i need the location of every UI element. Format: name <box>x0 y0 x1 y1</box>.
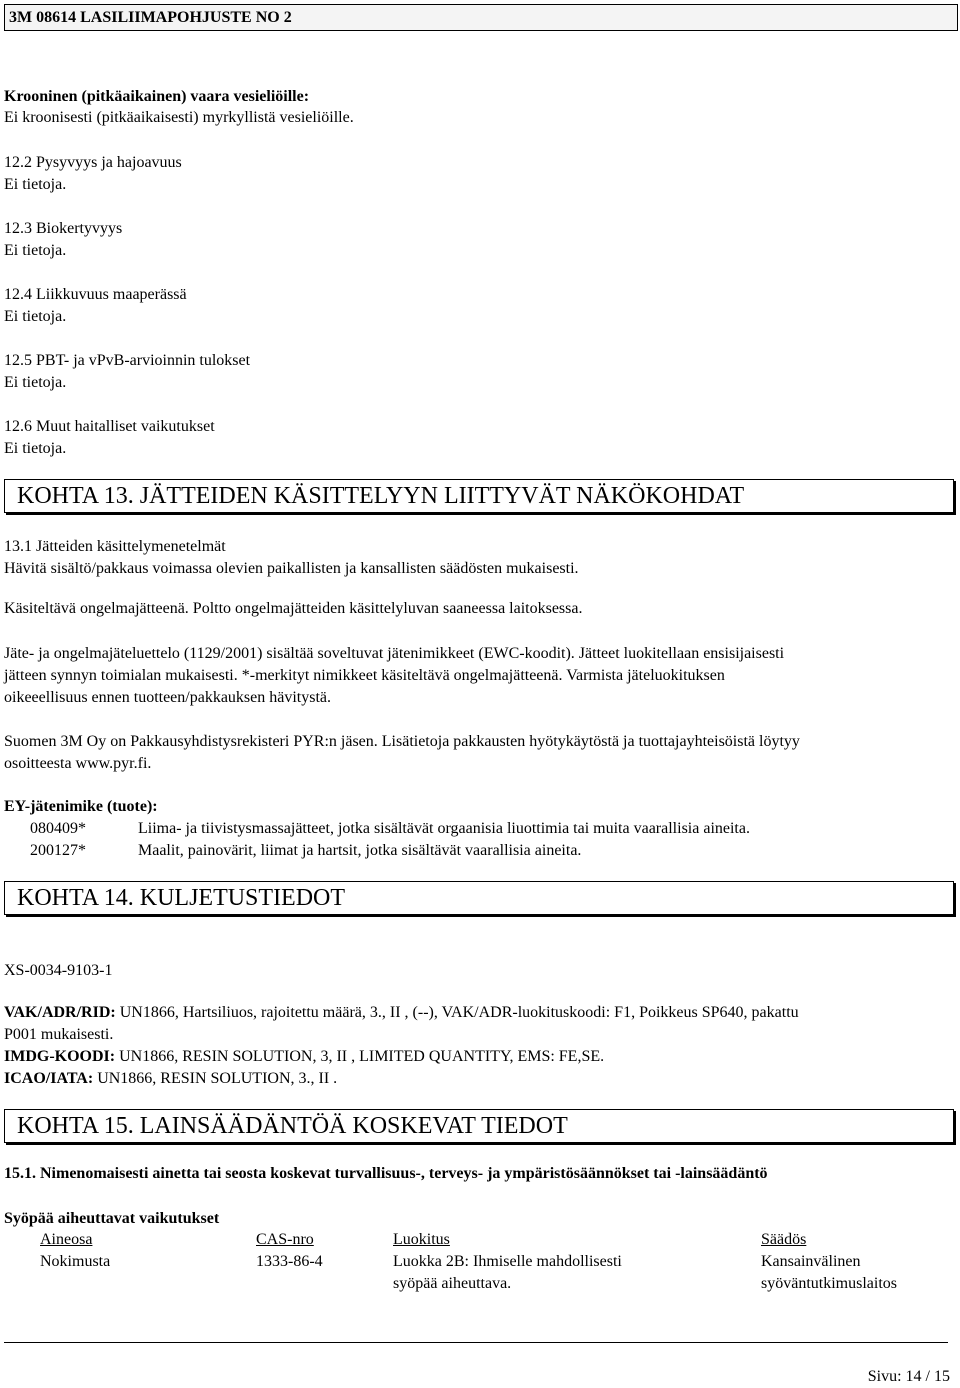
ewc-code: 080409* <box>30 820 86 837</box>
disposal-paragraph: Käsiteltävä ongelmajätteenä. Poltto ongelmajätteiden käsittelyluvan saaneessa laitoksessa. <box>4 600 583 617</box>
vak-adr-rid-line <box>4 1002 799 1024</box>
subsection-12-6-title: 12.6 Muut haitalliset vaikutukset <box>4 418 215 435</box>
icao-line <box>4 1068 337 1090</box>
table-cell-aineosa: Nokimusta <box>40 1253 111 1270</box>
icao-text: UN1866, RESIN SOLUTION, 3., II . <box>93 1070 338 1087</box>
imdg-text: UN1866, RESIN SOLUTION, 3, II , LIMITED QUANTITY, EMS: FE,SE. <box>115 1048 605 1065</box>
subsection-12-5-title: 12.5 PBT- ja vPvB-arvioinnin tulokset <box>4 352 251 369</box>
section-13-heading-box <box>4 479 954 513</box>
section-14-heading: KOHTA 14. KULJETUSTIEDOT <box>17 885 346 911</box>
subsection-13-1-text: Hävitä sisältö/pakkaus voimassa olevien paikallisten ja kansallisten säädösten mukaisesti. <box>4 560 579 577</box>
chronic-hazard-title: Krooninen (pitkäaikainen) vaara vesieliöille: <box>4 88 310 105</box>
vak-adr-rid-label: VAK/ADR/RID: <box>4 1004 116 1021</box>
ewc-code: 200127* <box>30 842 86 859</box>
waste-list-line-1: Jäte- ja ongelmajäteluettelo (1129/2001) sisältää soveltuvat jätenimikkeet (EWC-koodit). Jätteet luokitellaan ensisijaisesti <box>4 645 785 662</box>
imdg-line <box>4 1046 604 1068</box>
table-cell-saados-line-1: Kansainvälinen <box>761 1253 861 1270</box>
page-number: Sivu: 14 / 15 <box>867 1368 950 1385</box>
subsection-12-2-title: 12.2 Pysyvyys ja hajoavuus <box>4 154 182 171</box>
document-header <box>4 4 958 31</box>
subsection-12-3-title: 12.3 Biokertyvyys <box>4 220 123 237</box>
imdg-label: IMDG-KOODI: <box>4 1048 116 1065</box>
pyr-line-1: Suomen 3M Oy on Pakkausyhdistysrekisteri PYR:n jäsen. Lisätietoja pakkausten hyötykäytöstä ja tuottajayhteisöistä löytyy <box>4 733 800 750</box>
subsection-13-1-title: 13.1 Jätteiden käsittelymenetelmät <box>4 538 226 555</box>
subsection-12-4-text: Ei tietoja. <box>4 308 67 325</box>
carcinogenic-effects-title: Syöpää aiheuttavat vaikutukset <box>4 1210 220 1227</box>
footer-rule <box>4 1342 948 1343</box>
ewc-description: Maalit, painovärit, liimat ja hartsit, jotka sisältävät vaarallisia aineita. <box>138 842 582 859</box>
document-code: XS-0034-9103-1 <box>4 962 113 979</box>
table-header-cas: CAS-nro <box>256 1231 314 1248</box>
ewc-title: EY-jätenimike (tuote): <box>4 798 158 815</box>
section-15-heading: KOHTA 15. LAINSÄÄDÄNTÖÄ KOSKEVAT TIEDOT <box>17 1113 568 1139</box>
subsection-12-4-title: 12.4 Liikkuvuus maaperässä <box>4 286 187 303</box>
subsection-12-2-text: Ei tietoja. <box>4 176 67 193</box>
table-cell-luokitus-line-2: syöpää aiheuttava. <box>393 1275 512 1292</box>
ewc-description: Liima- ja tiivistysmassajätteet, jotka sisältävät orgaanisia liuottimia tai muita vaarallisia aineita. <box>138 820 750 837</box>
subsection-15-1-title: 15.1. Nimenomaisesti ainetta tai seosta koskevat turvallisuus-, terveys- ja ympäristösäännökset tai -lainsäädäntö <box>4 1165 768 1182</box>
table-header-aineosa: Aineosa <box>40 1231 93 1248</box>
waste-list-line-3: oikeeellisuus ennen tuotteen/pakkauksen hävitystä. <box>4 689 332 706</box>
subsection-12-6-text: Ei tietoja. <box>4 440 67 457</box>
section-15-heading-box <box>4 1109 954 1143</box>
document-title: 3M 08614 LASILIIMAPOHJUSTE NO 2 <box>9 9 292 26</box>
icao-label: ICAO/IATA: <box>4 1070 94 1087</box>
table-cell-saados-line-2: syöväntutkimuslaitos <box>761 1275 897 1292</box>
vak-adr-rid-continuation: P001 mukaisesti. <box>4 1026 114 1043</box>
table-header-luokitus: Luokitus <box>393 1231 450 1248</box>
table-cell-luokitus-line-1: Luokka 2B: Ihmiselle mahdollisesti <box>393 1253 622 1270</box>
subsection-12-3-text: Ei tietoja. <box>4 242 67 259</box>
waste-list-line-2: jätteen synnyn toimialan mukaisesti. *-merkityt nimikkeet käsiteltävä ongelmajätteenä. Varmista jäteluokituksen <box>4 667 725 684</box>
table-header-saados: Säädös <box>761 1231 807 1248</box>
section-13-heading: KOHTA 13. JÄTTEIDEN KÄSITTELYYN LIITTYVÄT NÄKÖKOHDAT <box>17 483 745 509</box>
chronic-hazard-text: Ei kroonisesti (pitkäaikaisesti) myrkyllistä vesieliöille. <box>4 109 354 126</box>
pyr-line-2: osoitteesta www.pyr.fi. <box>4 755 152 772</box>
table-cell-cas: 1333-86-4 <box>256 1253 323 1270</box>
subsection-12-5-text: Ei tietoja. <box>4 374 67 391</box>
carcinogen-table <box>0 1229 960 1299</box>
vak-adr-rid-text: UN1866, Hartsiliuos, rajoitettu määrä, 3., II , (--), VAK/ADR-luokituskoodi: F1, Poikkeus SP640, pakattu <box>115 1004 799 1021</box>
section-14-heading-box <box>4 881 954 915</box>
